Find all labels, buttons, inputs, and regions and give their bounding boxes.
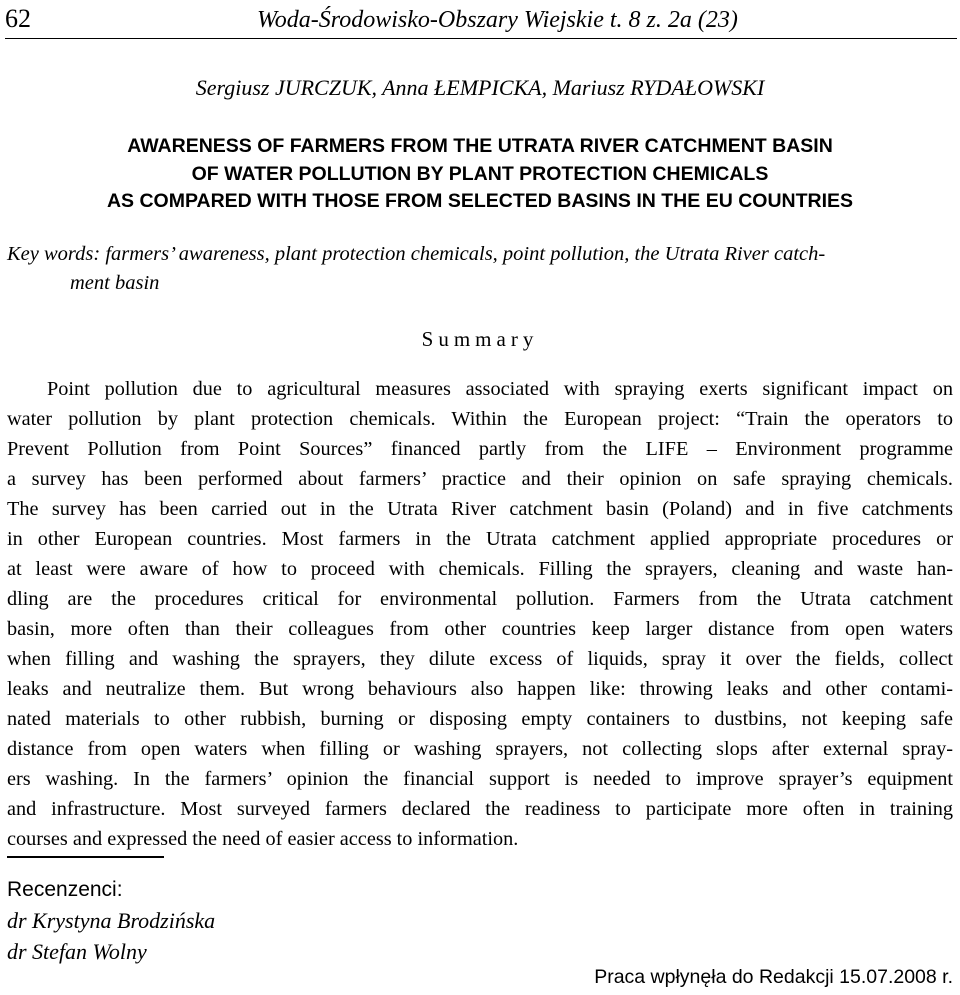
title-line: OF WATER POLLUTION BY PLANT PROTECTION CHEMICALS [191,162,769,185]
abstract-line: The survey has been carried out in the Utrata River catchment basin (Poland) and in five catchments [7,498,953,520]
abstract-line: when filling and washing the sprayers, they dilute excess of liquids, spray it over the fields, collect [7,648,953,670]
page-number: 62 [5,4,31,33]
abstract-line: ers washing. In the farmers’ opinion the financial support is needed to improve sprayer’s equipment [7,768,953,790]
abstract-line: Prevent Pollution from Point Sources” financed partly from the LIFE – Environment programme [7,438,953,460]
reviewer-name: dr Krystyna Brodzińska [7,908,216,933]
title-line: AS COMPARED WITH THOSE FROM SELECTED BASINS IN THE EU COUNTRIES [106,190,854,212]
journal-title: Woda-Środowisko-Obszary Wiejskie t. 8 z. 2a (23) [257,7,738,33]
keywords-line: Key words: farmers’ awareness, plant protection chemicals, point pollution, the Utrata River catch- [7,243,826,265]
abstract-line: in other European countries. Most farmers in the Utrata catchment applied appropriate procedures or [7,528,953,550]
abstract-line: leaks and neutralize them. But wrong behaviours also happen like: throwing leaks and other contami- [7,678,953,700]
summary-heading: Summary [421,327,539,351]
abstract-line: and infrastructure. Most surveyed farmers declared the readiness to participate more often in training [7,798,953,820]
abstract-line: Point pollution due to agricultural measures associated with spraying exerts significant impact on [47,378,953,400]
keywords-line: ment basin [70,272,160,294]
reviewer-name: dr Stefan Wolny [7,939,147,964]
abstract-line: water pollution by plant protection chemicals. Within the European project: “Train the operators to [7,408,953,430]
abstract [7,374,953,854]
abstract-line: dling are the procedures critical for environmental pollution. Farmers from the Utrata catchment [7,588,953,610]
running-header [5,0,957,39]
reviewers-label: Recenzenci: [7,878,123,901]
received-date-note: Praca wpłynęła do Redakcji 15.07.2008 r. [594,966,953,988]
article-title [0,133,960,216]
reviewers [7,874,215,967]
abstract-line: basin, more often than their colleagues from other countries keep larger distance from open waters [7,618,953,640]
title-line: AWARENESS OF FARMERS FROM THE UTRATA RIVER CATCHMENT BASIN [127,135,833,157]
footnote-divider [7,856,164,858]
abstract-line: at least were aware of how to proceed with chemicals. Filling the sprayers, cleaning and waste han- [7,558,953,580]
abstract-line: a survey has been performed about farmers’ practice and their opinion on safe spraying chemicals. [7,468,953,490]
authors: Sergiusz JURCZUK, Anna ŁEMPICKA, Mariusz RYDAŁOWSKI [195,75,765,100]
abstract-line: courses and expressed the need of easier access to information. [7,828,519,850]
abstract-line: nated materials to other rubbish, burning or disposing empty containers to dustbins, not keeping safe [7,708,953,730]
keywords [7,240,952,298]
abstract-line: distance from open waters when filling or washing sprayers, not collecting slops after external spray- [7,738,953,760]
